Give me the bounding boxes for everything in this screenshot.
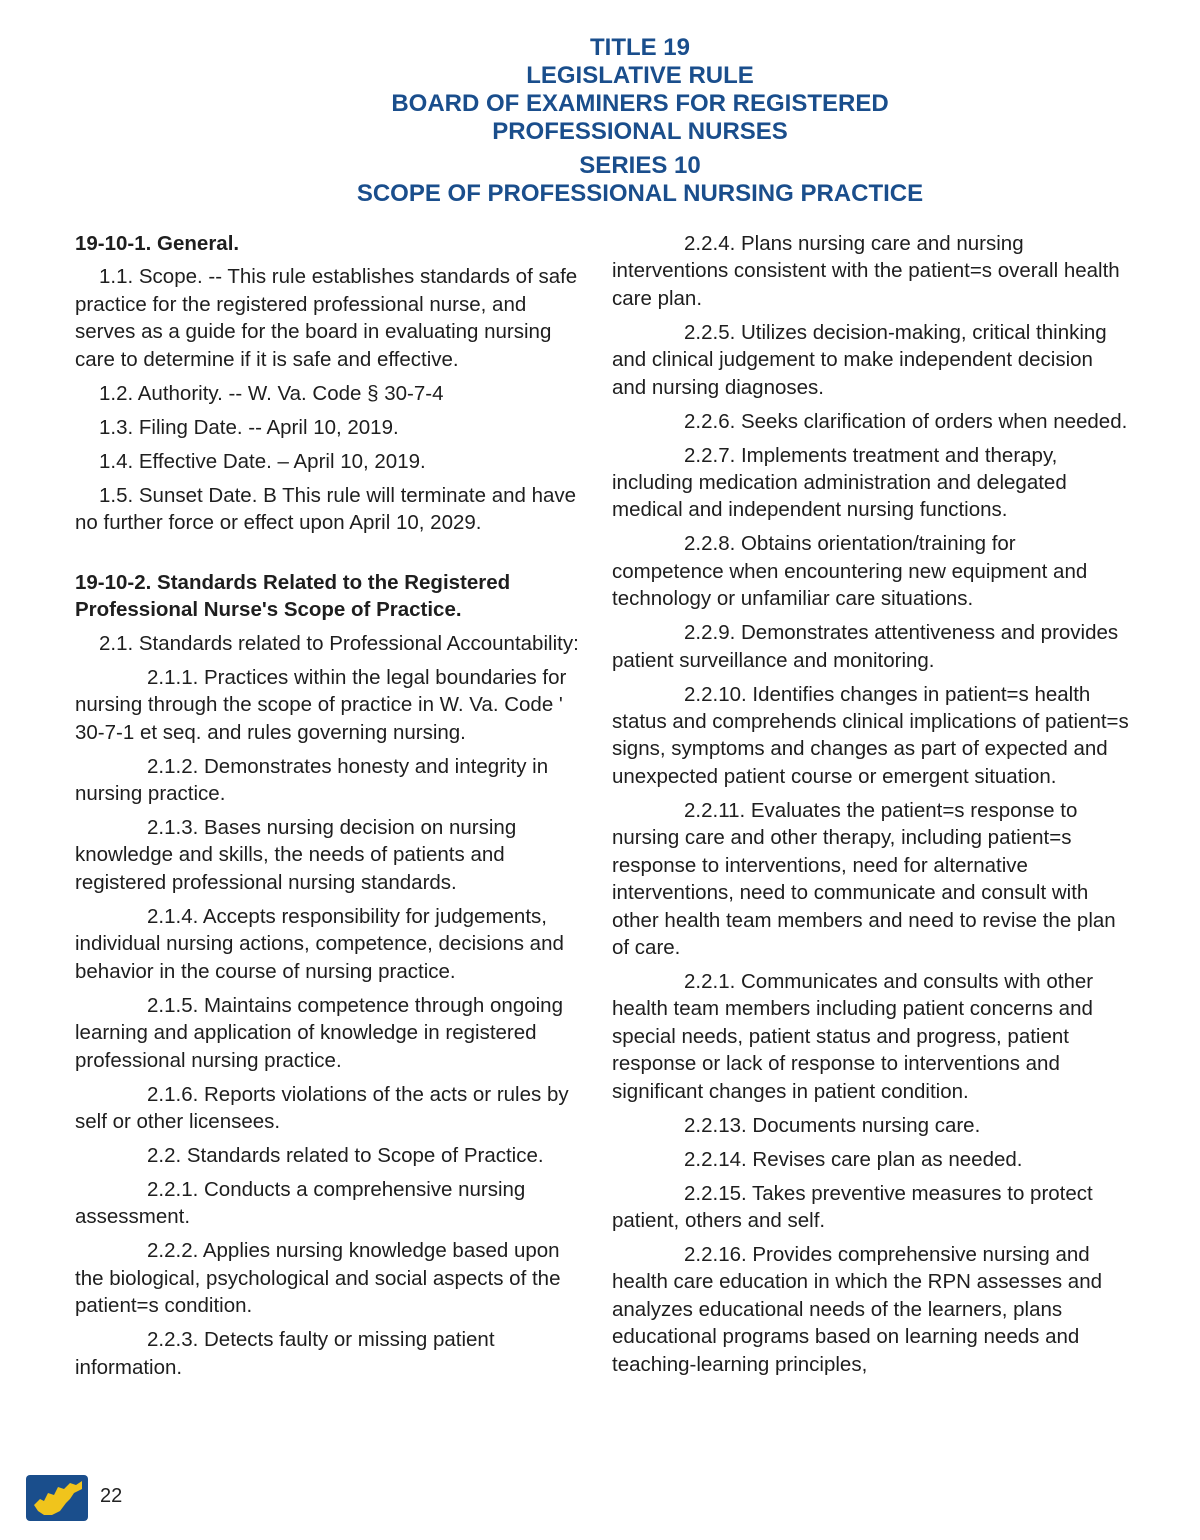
section-heading: 19-10-1. General. bbox=[75, 232, 240, 255]
paragraph: 2.2.5. Utilizes decision-making, critical thinking and clinical judgement to make independent decision and nursing diagnoses. bbox=[612, 320, 1107, 399]
paragraph: 1.2. Authority. -- W. Va. Code § 30-7-4 bbox=[99, 381, 444, 405]
paragraph: 2.2.4. Plans nursing care and nursing interventions consistent with the patient=s overall health care plan. bbox=[612, 232, 1120, 310]
paragraph: 2.1.2. Demonstrates honesty and integrity in nursing practice. bbox=[75, 754, 549, 806]
paragraph: 2.1.5. Maintains competence through ongoing learning and application of knowledge in registered professional nursing practice. bbox=[75, 993, 563, 1072]
series-subtitle: SCOPE OF PROFESSIONAL NURSING PRACTICE bbox=[356, 180, 924, 207]
right-column bbox=[612, 230, 1130, 1385]
paragraph: 2.2.16. Provides comprehensive nursing and health care education in which the RPN assesses and analyzes educational needs of the learners, plans educational programs based on learning needs and teaching-learning principles, bbox=[612, 1242, 1103, 1376]
paragraph: 1.3. Filing Date. -- April 10, 2019. bbox=[99, 415, 399, 439]
title-line: LEGISLATIVE RULE bbox=[526, 62, 754, 89]
paragraph: 2.1.6. Reports violations of the acts or rules by self or other licensees. bbox=[75, 1082, 569, 1133]
series-title: SERIES 10 bbox=[579, 152, 701, 179]
spacer bbox=[75, 543, 590, 569]
paragraph: 2.2.11. Evaluates the patient=s response to nursing care and other therapy, including patient=s response to interventions, need for alternative interventions, need to communicate and consult with other health team members and need to revise the plan of care. bbox=[612, 798, 1116, 959]
paragraph: 2.1.4. Accepts responsibility for judgements, individual nursing actions, competence, decisions and behavior in the course of nursing practice. bbox=[75, 904, 564, 983]
paragraph: 2.1.1. Practices within the legal boundaries for nursing through the scope of practice in W. Va. Code ' 30-7-1 et seq. and rules governing nursing. bbox=[75, 665, 567, 744]
title-line: TITLE 19 bbox=[589, 34, 691, 61]
paragraph: 2.2.10. Identifies changes in patient=s health status and comprehends clinical implications of patient=s signs, symptoms and changes as part of expected and unexpected patient course or emergent situation. bbox=[612, 682, 1129, 788]
paragraph: 2.2.3. Detects faulty or missing patient information. bbox=[75, 1328, 495, 1379]
paragraph: 2.2.9. Demonstrates attentiveness and provides patient surveillance and monitoring. bbox=[612, 621, 1119, 672]
page-number: 22 bbox=[100, 1485, 123, 1507]
paragraph: 2.2.13. Documents nursing care. bbox=[684, 1113, 981, 1137]
title-line: BOARD OF EXAMINERS FOR REGISTERED bbox=[391, 90, 889, 117]
paragraph: 2.1.3. Bases nursing decision on nursing knowledge and skills, the needs of patients and registered professional nursing standards. bbox=[75, 816, 517, 894]
paragraph: 2.2.6. Seeks clarification of orders when needed. bbox=[684, 409, 1128, 433]
paragraph: 2.2.8. Obtains orientation/training for competence when encountering new equipment and technology or unfamiliar care situations. bbox=[612, 532, 1088, 611]
section-heading bbox=[75, 569, 590, 624]
title-line: PROFESSIONAL NURSES bbox=[492, 118, 788, 145]
west-virginia-map-icon bbox=[26, 1475, 88, 1521]
series-block bbox=[320, 152, 960, 208]
section-heading-line: Professional Nurse's Scope of Practice. bbox=[75, 598, 462, 622]
paragraph: 2.1. Standards related to Professional Accountability: bbox=[99, 631, 579, 655]
paragraph: 1.5. Sunset Date. B This rule will terminate and have no further force or effect upon April 10, 2029. bbox=[75, 483, 577, 535]
paragraph: 2.2.1. Communicates and consults with other health team members including patient concerns and special needs, patient status and progress, patient response or lack of response to interventions and significant changes in patient condition. bbox=[612, 969, 1094, 1103]
document-header bbox=[320, 34, 960, 208]
paragraph: 2.2. Standards related to Scope of Practice. bbox=[147, 1143, 544, 1167]
paragraph: 1.1. Scope. -- This rule establishes standards of safe practice for the registered professional nurse, and serves as a guide for the board in evaluating nursing care to determine if it is safe and effective. bbox=[75, 265, 578, 371]
paragraph: 2.2.14. Revises care plan as needed. bbox=[684, 1147, 1023, 1171]
paragraph: 2.2.2. Applies nursing knowledge based upon the biological, psychological and social aspects of the patient=s condition. bbox=[75, 1239, 561, 1318]
paragraph: 2.2.1. Conducts a comprehensive nursing assessment. bbox=[75, 1177, 526, 1229]
paragraph: 2.2.7. Implements treatment and therapy, including medication administration and delegated medical and independent nursing functions. bbox=[612, 443, 1067, 522]
section-heading-line: 19-10-2. Standards Related to the Registered bbox=[75, 571, 511, 595]
left-column bbox=[75, 230, 590, 1388]
paragraph: 2.2.15. Takes preventive measures to protect patient, others and self. bbox=[612, 1181, 1093, 1232]
paragraph: 1.4. Effective Date. – April 10, 2019. bbox=[99, 449, 426, 473]
